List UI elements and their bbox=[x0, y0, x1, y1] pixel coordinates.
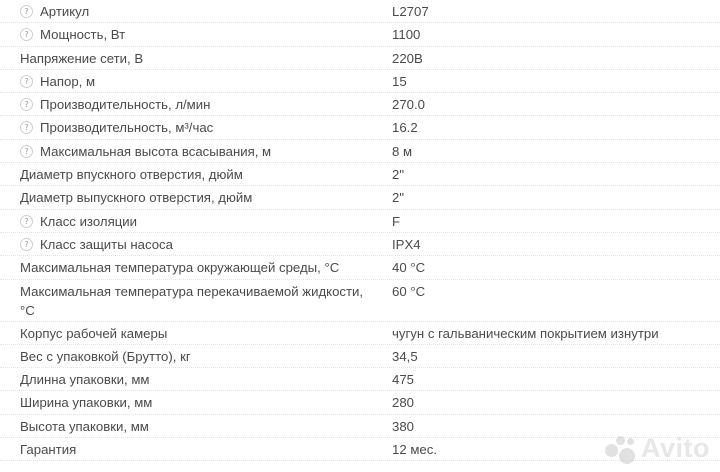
spec-row-inlet-diameter bbox=[0, 163, 720, 186]
spec-label: Артикул bbox=[40, 4, 90, 19]
spec-value: 60 °C bbox=[392, 283, 426, 299]
spec-value: F bbox=[392, 213, 401, 229]
spec-row-article bbox=[0, 0, 720, 23]
help-icon[interactable]: ? bbox=[20, 28, 33, 41]
spec-row-insulation-class bbox=[0, 210, 720, 233]
help-icon[interactable]: ? bbox=[20, 5, 33, 18]
spec-value: 40 °C bbox=[392, 260, 426, 276]
spec-label: Производительность, м³/час bbox=[40, 120, 214, 136]
spec-value: 8 м bbox=[392, 143, 413, 159]
spec-row-package-length bbox=[0, 368, 720, 391]
spec-label: Производительность, л/мин bbox=[40, 97, 211, 113]
spec-row-head bbox=[0, 70, 720, 93]
avito-watermark bbox=[605, 433, 710, 464]
spec-row-package-width bbox=[0, 391, 720, 414]
spec-value: 2" bbox=[392, 167, 405, 183]
spec-label: Максимальная высота всасывания, м bbox=[40, 143, 272, 159]
spec-label: Класс изоляции bbox=[40, 213, 137, 229]
spec-label: Максимальная температура окружающей среды, °C bbox=[20, 260, 340, 276]
spec-value: 280 bbox=[392, 395, 415, 411]
spec-value: 380 bbox=[392, 418, 415, 434]
spec-value: 475 bbox=[392, 372, 415, 388]
spec-value: 12 мес. bbox=[392, 442, 437, 458]
spec-value: 1100 bbox=[392, 27, 421, 43]
spec-row-flow-m3h bbox=[0, 116, 720, 139]
spec-row-outlet-diameter bbox=[0, 186, 720, 209]
spec-row-suction-height bbox=[0, 140, 720, 163]
help-icon[interactable]: ? bbox=[20, 215, 33, 228]
help-icon[interactable]: ? bbox=[20, 121, 33, 134]
spec-row-voltage bbox=[0, 47, 720, 70]
spec-value: 2" bbox=[392, 190, 405, 206]
help-icon[interactable]: ? bbox=[20, 75, 33, 88]
spec-label: Длинна упаковки, мм bbox=[20, 372, 150, 388]
spec-row-gross-weight bbox=[0, 345, 720, 368]
spec-row-power bbox=[0, 23, 720, 46]
spec-label: Класс защиты насоса bbox=[40, 236, 173, 252]
spec-value: L2707 bbox=[392, 4, 429, 19]
spec-value: 34,5 bbox=[392, 348, 418, 364]
spec-label: Диаметр впускного отверстия, дюйм bbox=[20, 167, 243, 183]
spec-value: чугун с гальваническим покрытием изнутри bbox=[392, 325, 659, 341]
spec-label: Ширина упаковки, мм bbox=[20, 395, 153, 411]
help-icon[interactable]: ? bbox=[20, 98, 33, 111]
spec-row-ambient-temp bbox=[0, 256, 720, 279]
spec-row-flow-lmin bbox=[0, 93, 720, 116]
spec-value: 16.2 bbox=[392, 120, 418, 136]
spec-label: Вес с упаковкой (Брутто), кг bbox=[20, 348, 191, 364]
help-icon[interactable]: ? bbox=[20, 238, 33, 251]
spec-label: Максимальная температура перекачиваемой жидкости, °C bbox=[20, 283, 364, 318]
spec-label: Высота упаковки, мм bbox=[20, 418, 149, 434]
spec-label: Диаметр выпускного отверстия, дюйм bbox=[20, 190, 253, 206]
spec-row-liquid-temp bbox=[0, 280, 720, 322]
spec-value: IPX4 bbox=[392, 236, 421, 252]
avito-dots-logo-icon bbox=[605, 434, 639, 464]
spec-label: Корпус рабочей камеры bbox=[20, 325, 168, 341]
help-icon[interactable]: ? bbox=[20, 145, 33, 158]
avito-watermark-text: Avito bbox=[641, 433, 710, 463]
spec-row-chamber-body bbox=[0, 322, 720, 345]
spec-label: Напор, м bbox=[40, 73, 96, 89]
spec-label: Гарантия bbox=[20, 442, 77, 458]
spec-value: 220В bbox=[392, 50, 423, 66]
spec-value: 270.0 bbox=[392, 97, 426, 113]
spec-label: Напряжение сети, В bbox=[20, 50, 144, 66]
spec-value: 15 bbox=[392, 73, 407, 89]
spec-label: Мощность, Вт bbox=[40, 27, 126, 43]
spec-row-protection-class bbox=[0, 233, 720, 256]
